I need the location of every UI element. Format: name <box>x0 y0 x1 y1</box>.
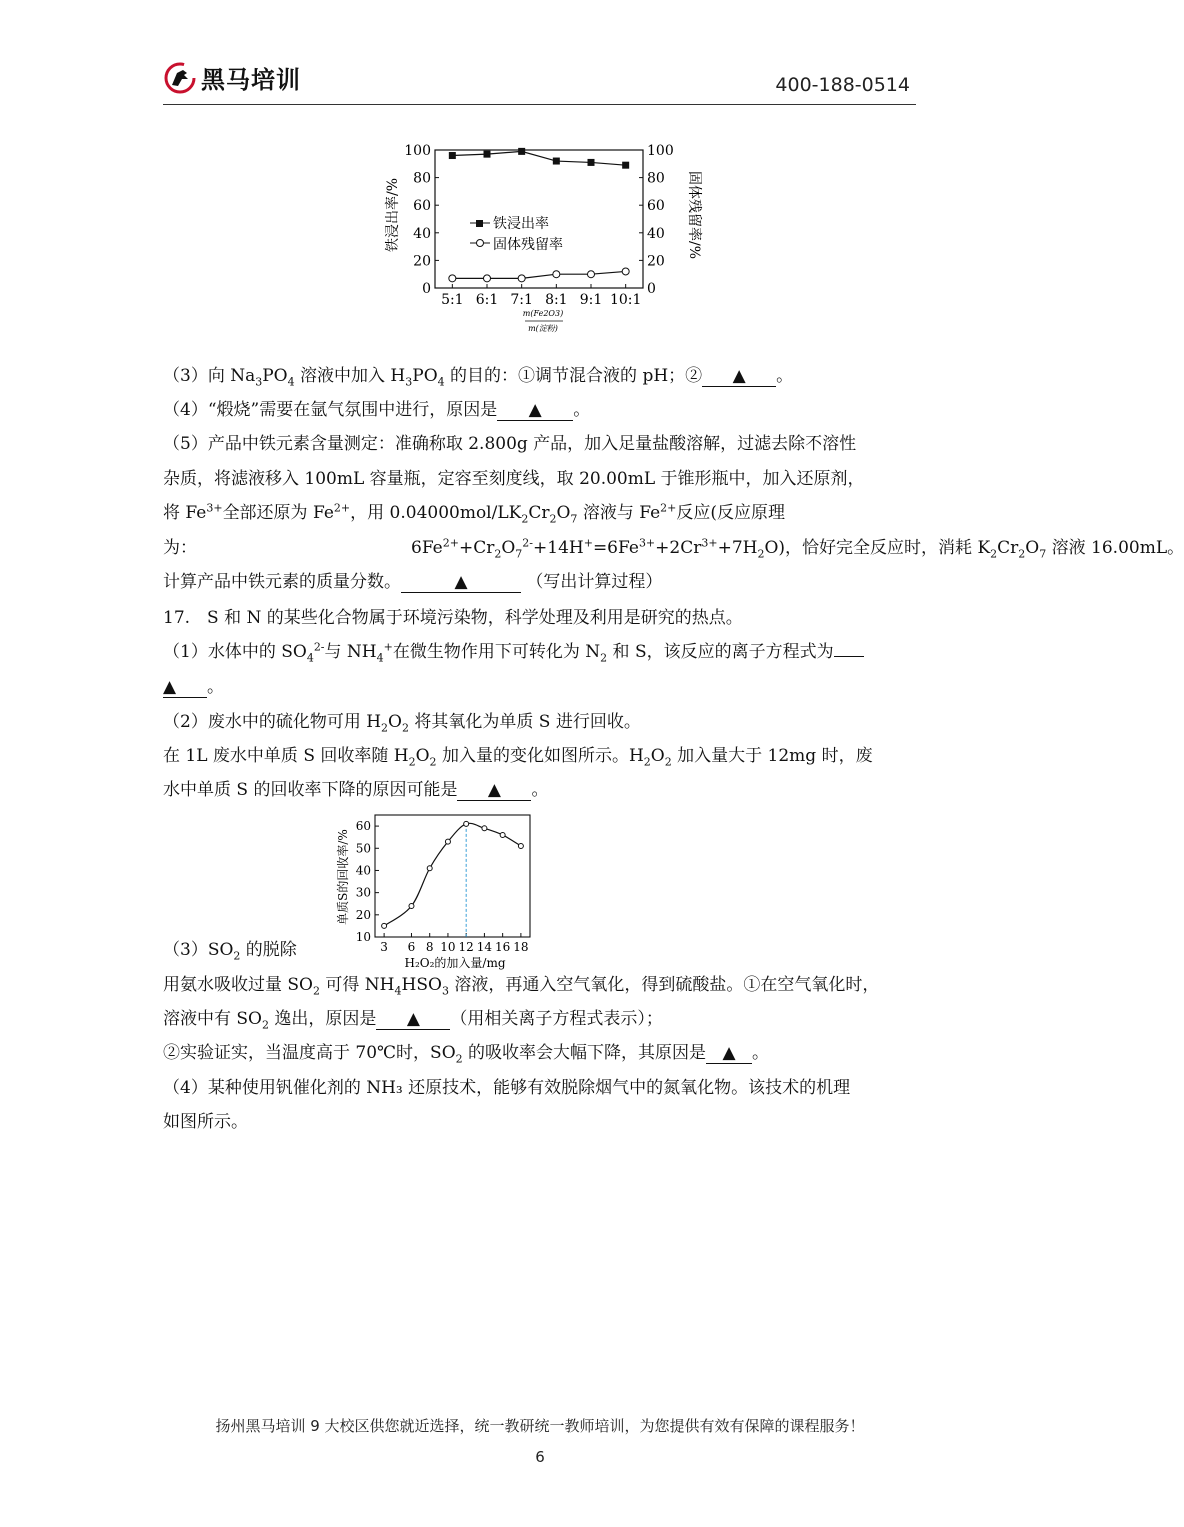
chart2-point <box>427 866 432 871</box>
brand-logo <box>163 60 301 95</box>
chart1-xlabel-top: m(Fe2O3) <box>522 309 564 318</box>
chart1-xtick-label: 6:1 <box>475 292 499 308</box>
chart1-point-residue <box>518 275 525 282</box>
chart1-ytick-label-right: 80 <box>647 170 665 187</box>
q17-3-line-2: 溶液中有 $SO_2$ 逸出，原因是 ▲ （用相关离子方程式表示）； <box>163 1009 663 1032</box>
chart1-point-iron <box>484 151 491 158</box>
q17-1-line-2: ▲ 。 <box>163 677 224 697</box>
answer-blank: ▲ <box>163 677 207 698</box>
q17-2-line-1: （2）废水中的硫化物可用 $H_2O_2$ 将其氧化为单质 S 进行回收。 <box>163 712 641 735</box>
chart1-ytick-label-right: 20 <box>647 253 665 270</box>
horse-logo-icon <box>163 61 197 95</box>
q17-4-line-2: 如图所示。 <box>163 1112 248 1132</box>
answer-blank: ▲ <box>706 1043 752 1064</box>
page-number: 6 <box>535 1448 545 1466</box>
chart1-ytick-label-left: 0 <box>422 281 431 297</box>
chart1-point-residue <box>484 275 491 282</box>
phone-number: 400-188-0514 <box>775 74 910 96</box>
chart2-xtick-label: 10 <box>440 940 456 954</box>
chart1-xlabel-bottom: m(淀粉) <box>528 324 558 333</box>
q3-line: （3）向 $Na_3PO_4$ 溶液中加入 $H_3PO_4$ 的目的：①调节混合液的 pH；② ▲ 。 <box>163 366 794 389</box>
chart2-xtick-label: 8 <box>425 940 434 954</box>
answer-blank: ▲ <box>702 366 776 387</box>
answer-blank: ▲ <box>376 1009 450 1030</box>
chart2-xtick-label: 18 <box>513 940 529 954</box>
chart1-ytick-label-right: 60 <box>647 198 665 215</box>
chart1-xtick-label: 7:1 <box>510 292 533 308</box>
chart1-point-residue <box>553 271 560 278</box>
q5-line-2: 杂质，将滤液移入 100mL 容量瓶，定容至刻度线，取 20.00mL 于锥形瓶中，加入还原剂， <box>163 469 865 489</box>
legend-marker-iron <box>476 220 483 227</box>
legend-label-iron: 铁浸出率 <box>493 216 549 232</box>
chart1-point-residue <box>449 275 456 282</box>
chart2-ylabel: 单质S的回收率/% <box>336 829 350 925</box>
chart1-point-iron <box>518 148 525 155</box>
legend-marker-residue <box>477 240 484 247</box>
chart2-point <box>409 903 414 908</box>
q17-4-line-1: （4）某种使用钒催化剂的 NH₃ 还原技术，能够有效脱除烟气中的氮氧化物。该技术的机理 <box>163 1078 851 1098</box>
chart2-point <box>518 844 523 849</box>
iron-leaching-chart <box>375 130 715 345</box>
chart2-xtick-label: 16 <box>495 940 511 954</box>
chart1-ytick-label-right: 100 <box>647 143 674 159</box>
chart1-xtick-label: 5:1 <box>441 292 464 308</box>
chart1-ytick-label-right: 40 <box>647 225 665 242</box>
answer-blank: ▲ <box>401 572 521 593</box>
chart1-point-iron <box>588 159 595 166</box>
chart1-xtick-label: 10:1 <box>609 292 642 308</box>
chart1-ytick-label-left: 100 <box>404 143 431 159</box>
chart1-ylabel-left: 铁浸出率/% <box>385 177 401 253</box>
chart2-ytick-label: 60 <box>355 819 371 834</box>
q17-3-line-1: 用氨水吸收过量 $SO_2$ 可得 $NH_4HSO_3$ 溶液，再通入空气氧化，得到硫酸盐。①在空气氧化时， <box>163 975 880 998</box>
q4-line: （4）“煅烧”需要在氩气氛围中进行，原因是 ▲ 。 <box>163 400 591 420</box>
q5-line-4: 为： $6Fe^{2+}+Cr_2O_7^{2-}+14H^+=6Fe^{3+}+2Cr^{3+}+7H_2O$)，恰好完全反应时，消耗 $K_2Cr_2O_7$ 溶液 16.00mL。 <box>163 536 1184 561</box>
chart2-ytick-label: 50 <box>355 841 371 856</box>
chart2-point <box>445 839 450 844</box>
chart1-ytick-label-right: 0 <box>647 281 656 297</box>
chart2-xtick-label: 14 <box>476 940 493 954</box>
q17-3-line-3: ②实验证实，当温度高于 70℃时，$SO_2$ 的吸收率会大幅下降，其原因是 ▲ 。 <box>163 1043 770 1066</box>
q17-3-title: $(3)SO_2$ 的脱除 <box>163 940 297 963</box>
chart2-xtick-label: 12 <box>458 940 474 954</box>
chart2-plot-frame <box>375 815 530 937</box>
footer-slogan: 扬州黑马培训 9 大校区供您就近选择，统一教研统一教师培训，为您提供有效有保障的课程服务！ <box>215 1417 865 1435</box>
chart2-point <box>482 826 487 831</box>
chart2-series-line <box>384 823 521 926</box>
chart1-ylabel-right: 固体残留率/% <box>686 170 702 260</box>
chart1-point-iron <box>449 152 456 159</box>
chart1-xtick-label: 8:1 <box>545 292 568 308</box>
chart1-point-iron <box>622 162 629 169</box>
chart1-point-residue <box>588 271 595 278</box>
chart1-series-line-0 <box>452 151 625 165</box>
q17-1-line-1: （1）水体中的 $SO_4^{2-}$与 $NH_4^+$在微生物作用下可转化为 $N_2$ 和 S，该反应的离子方程式为 <box>163 640 864 664</box>
chart1-point-residue <box>622 268 629 275</box>
chart1-ytick-label-left: 20 <box>413 253 431 270</box>
sulfur-recovery-chart <box>330 805 545 975</box>
legend-label-residue: 固体残留率 <box>493 237 563 253</box>
q5-line-1: （5）产品中铁元素含量测定：准确称取 2.800g 产品，加入足量盐酸溶解，过滤去除不溶性 <box>163 434 857 454</box>
chart2-ytick-label: 20 <box>355 907 371 922</box>
chart2-point <box>500 832 505 837</box>
chart2-ytick-label: 40 <box>355 863 371 878</box>
chart1-series-line-1 <box>452 271 625 278</box>
chart2-point <box>464 821 469 826</box>
chart1-point-iron <box>553 158 560 165</box>
chart2-xlabel: H₂O₂的加入量/mg <box>404 956 506 970</box>
chart1-ytick-label-left: 40 <box>413 225 431 242</box>
chart1-ytick-label-left: 60 <box>413 198 431 215</box>
chart1-ytick-label-left: 80 <box>413 170 431 187</box>
chart2-ytick-label: 10 <box>355 930 371 944</box>
brand-name: 黑马培训 <box>201 66 301 94</box>
q17-title: 17. S 和 N 的某些化合物属于环境污染物，科学处理及利用是研究的热点。 <box>163 608 743 628</box>
chart1-xtick-label: 9:1 <box>579 292 603 308</box>
q5-line-5: 计算产品中铁元素的质量分数。 ▲ （写出计算过程） <box>163 572 663 592</box>
q17-2-line-2: 在 1L 废水中单质 S 回收率随 $H_2O_2$ 加入量的变化如图所示。$H_2O_2$ 加入量大于 12mg 时，废 <box>163 746 873 769</box>
answer-blank: ▲ <box>497 400 573 421</box>
q17-2-line-3: 水中单质 S 的回收率下降的原因可能是 ▲ 。 <box>163 780 549 800</box>
q5-line-3: 将 $Fe^{3+}$全部还原为 $Fe^{2+}$，用 $0.04000mol/LK_2Cr_2O_7$ 溶液与 $Fe^{2+}$反应(反应原理 <box>163 501 786 526</box>
header-divider <box>163 104 916 105</box>
answer-blank: ▲ <box>457 780 531 801</box>
chart2-ytick-label: 30 <box>355 885 371 900</box>
chart2-point <box>382 923 387 928</box>
chart2-xtick-label: 6 <box>407 940 416 954</box>
chart2-xtick-label: 3 <box>380 940 388 954</box>
